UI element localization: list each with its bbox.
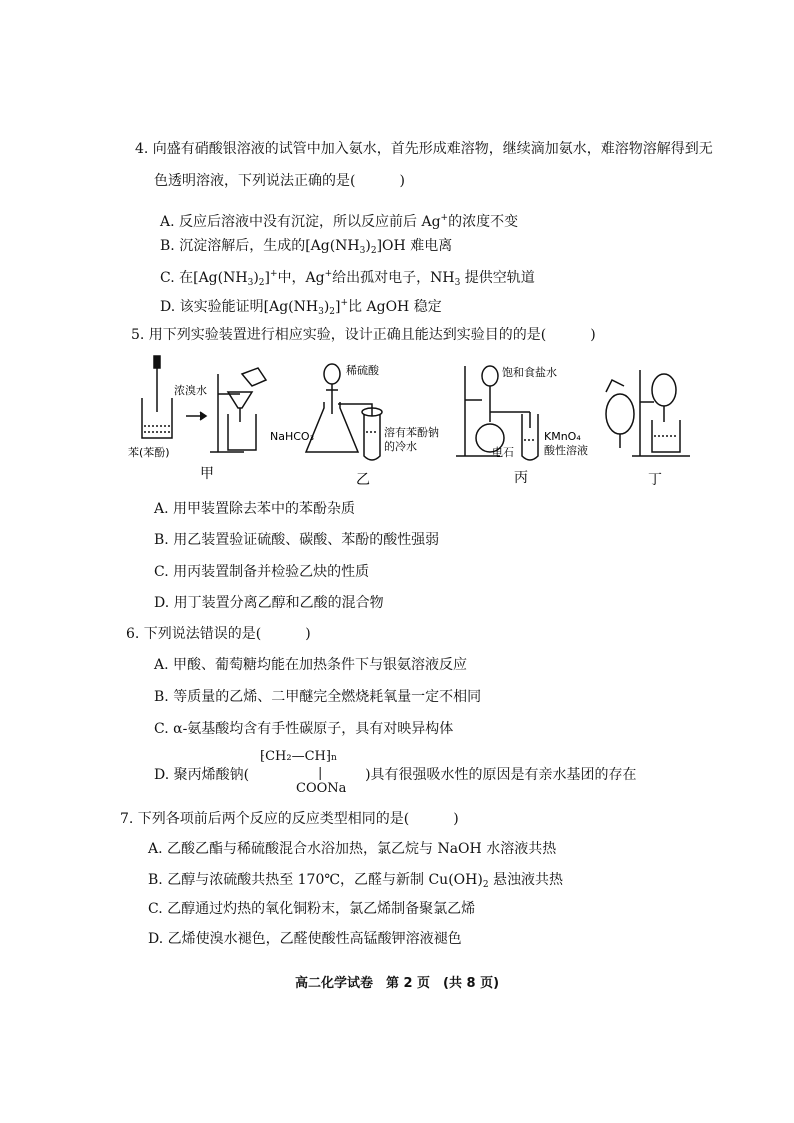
caption-ding: 丁 [648,472,662,488]
q5-option-c: C. 用丙装置制备并检验乙炔的性质 [154,564,370,580]
apparatus-jia [142,356,266,452]
q5-option-b: B. 用乙装置验证硫酸、碳酸、苯酚的酸性强弱 [154,532,440,548]
q4-stem-line1: 4. 向盛有硝酸银溶液的试管中加入氨水，首先形成难溶物，继续滴加氨水，难溶物溶解得到无 [135,141,713,157]
q7-stem: 7. 下列各项前后两个反应的反应类型相同的是( ) [120,811,459,827]
q5-stem: 5. 用下列实验装置进行相应实验，设计正确且能达到实验目的的是( ) [131,327,596,343]
q4-stem-line2: 色透明溶液，下列说法正确的是( ) [154,173,405,189]
label-bing-solid: 电石 [492,446,514,459]
label-bing-solution-2: 酸性溶液 [544,444,588,457]
label-yi-acid: 稀硫酸 [346,364,379,377]
q4-option-b: B. 沉淀溶解后，生成的$[Ag(NH_3)_2]OH$ 难电离 [160,238,453,256]
q7-option-c: C. 乙醇通过灼热的氧化铜粉末，氯乙烯制备聚氯乙烯 [148,901,476,917]
label-bing-solution-1: KMnO₄ [544,430,581,443]
q4-option-c: C. 在$[Ag(NH_3)_2]^+$中，Ag+给出孤对电子，$NH_3$ 提供空轨道 [160,269,535,288]
q5-option-a: A. 用甲装置除去苯中的苯酚杂质 [154,501,356,517]
caption-bing: 丙 [514,470,528,486]
q7-option-b: B. 乙醇与浓硫酸共热至 170℃，乙醛与新制 $Cu(OH)_2$ 悬浊液共热 [148,872,563,890]
q6-option-a: A. 甲酸、葡萄糖均能在加热条件下与银氨溶液反应 [154,657,468,673]
polymer-side-group: COONa [296,781,347,796]
q6-option-b: B. 等质量的乙烯、二甲醚完全燃烧耗氧量一定不相同 [154,689,482,705]
q7-option-d: D. 乙烯使溴水褪色，乙醛使酸性高锰酸钾溶液褪色 [148,931,462,947]
q5-option-d: D. 用丁装置分离乙醇和乙酸的混合物 [154,595,384,611]
q6-stem: 6. 下列说法错误的是( ) [126,626,311,642]
apparatus-ding [606,370,690,456]
q6-option-d: D. 聚丙烯酸钠( )具有很强吸水性的原因是有亲水基团的存在 [154,767,637,783]
label-jia-reagent: 浓溴水 [174,384,207,397]
polymer-bond: | [318,766,323,781]
caption-yi: 乙 [356,472,370,488]
page-footer: 高二化学试卷 第 2 页 (共 8 页) [294,976,500,991]
q4-option-a: A. 反应后溶液中没有沉淀，所以反应前后 Ag+的浓度不变 [160,213,519,230]
apparatus-yi [306,364,382,460]
polymer-repeat-unit: ⁅CH₂—CH⁆n [260,749,337,764]
label-bing-reagent: 饱和食盐水 [502,366,557,379]
q4-option-d: D. 该实验能证明$[Ag(NH_3)_2]^+$比 AgOH 稳定 [160,298,442,317]
q6-option-c: C. α-氨基酸均含有手性碳原子，具有对映异构体 [154,721,454,737]
label-yi-solution-1: 溶有苯酚钠 [384,426,439,439]
label-yi-solution-2: 的冷水 [384,440,417,453]
label-jia-flask: 苯(苯酚) [128,446,170,459]
caption-jia: 甲 [200,466,214,482]
label-yi-salt: NaHCO₃ [270,430,314,443]
q5-apparatus-figure [120,352,700,492]
q7-option-a: A. 乙酸乙酯与稀硫酸混合水浴加热，氯乙烷与 NaOH 水溶液共热 [148,841,557,857]
